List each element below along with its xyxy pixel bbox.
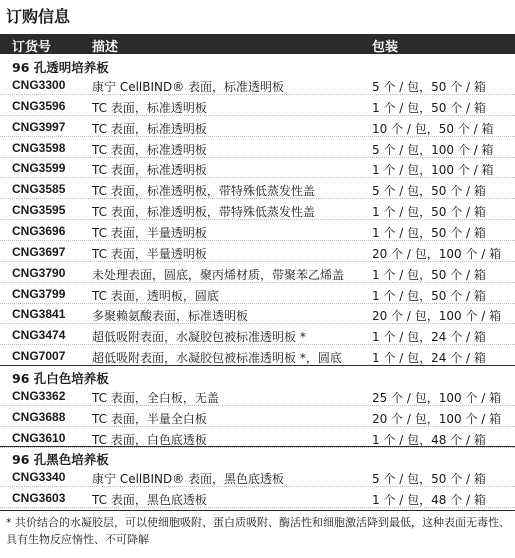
packaging-cell: 5 个 / 包，50 个 / 箱 <box>372 184 486 199</box>
table-row <box>0 303 515 324</box>
description-cell: TC 表面，标准透明板 <box>92 163 207 178</box>
packaging-cell: 1 个 / 包，24 个 / 箱 <box>372 351 486 366</box>
table-row <box>0 95 515 116</box>
table-row <box>0 241 515 262</box>
description-cell: TC 表面，标准透明板，带特殊低蒸发性盖 <box>92 205 315 220</box>
order-number-cell: CNG3585 <box>12 182 66 197</box>
order-number-cell: CNG3790 <box>12 265 66 280</box>
table-row <box>0 324 515 345</box>
packaging-cell: 20 个 / 包，100 个 / 箱 <box>372 309 502 324</box>
table-row <box>0 199 515 220</box>
description-cell: 未处理表面，圆底，聚丙烯材质，带聚苯乙烯盖 <box>92 267 345 282</box>
order-number-cell: CNG3799 <box>12 286 66 301</box>
packaging-cell: 1 个 / 包，50 个 / 箱 <box>372 100 486 115</box>
description-cell: TC 表面，标准透明板 <box>92 142 207 157</box>
table-row <box>0 178 515 199</box>
table-header <box>0 34 515 54</box>
description-cell: TC 表面，黑色底透板 <box>92 493 207 508</box>
order-number-cell: CNG3603 <box>12 491 66 506</box>
order-number-cell: CNG3696 <box>12 223 66 238</box>
packaging-cell: 1 个 / 包，100 个 / 箱 <box>372 163 494 178</box>
table-row <box>0 345 515 366</box>
table-row <box>0 427 515 448</box>
packaging-cell: 5 个 / 包，50 个 / 箱 <box>372 80 486 94</box>
header-order-number: 订货号 <box>12 40 52 55</box>
section-title: 96 孔黑色培养板 <box>12 452 109 468</box>
footnote: * 共价结合的水凝胶层，可以使细胞吸附、蛋白质吸附、酶活性和细胞激活降到最低，这种表面无毒性、具有生物反应惰性、不可降解 <box>6 516 510 547</box>
packaging-cell: 1 个 / 包，50 个 / 箱 <box>372 205 486 220</box>
order-number-cell: CNG3474 <box>12 328 66 343</box>
packaging-cell: 20 个 / 包，100 个 / 箱 <box>372 411 502 426</box>
packaging-cell: 1 个 / 包，50 个 / 箱 <box>372 267 486 282</box>
packaging-cell: 5 个 / 包，100 个 / 箱 <box>372 142 494 157</box>
order-number-cell: CNG3340 <box>12 470 66 485</box>
table-row <box>0 283 515 304</box>
packaging-cell: 1 个 / 包，50 个 / 箱 <box>372 288 486 303</box>
packaging-cell: 1 个 / 包，24 个 / 箱 <box>372 330 486 345</box>
description-cell: 多聚赖氨酸表面，标准透明板 <box>92 309 249 324</box>
description-cell: TC 表面，半量透明板 <box>92 225 207 240</box>
description-cell: 康宁 CellBIND® 表面，标准透明板 <box>92 80 285 94</box>
description-cell: TC 表面，半量透明板 <box>92 246 207 261</box>
packaging-cell: 10 个 / 包，50 个 / 箱 <box>372 121 494 136</box>
table-row <box>0 466 515 487</box>
table-row <box>0 406 515 427</box>
description-cell: TC 表面，全白板，无盖 <box>92 390 219 405</box>
page-title: 订购信息 <box>6 7 71 26</box>
table-row <box>0 157 515 178</box>
order-number-cell: CNG3688 <box>12 409 66 424</box>
footnote-divider <box>0 510 515 511</box>
table-row <box>0 487 515 508</box>
description-cell: TC 表面，透明板，圆底 <box>92 288 219 303</box>
table-row <box>0 262 515 283</box>
packaging-cell: 25 个 / 包，100 个 / 箱 <box>372 390 502 405</box>
description-cell: TC 表面，标准透明板 <box>92 100 207 115</box>
packaging-cell: 5 个 / 包，50 个 / 箱 <box>372 472 486 487</box>
order-number-cell: CNG3599 <box>12 161 66 176</box>
packaging-cell: 1 个 / 包，48 个 / 箱 <box>372 432 486 447</box>
section-heading <box>0 366 515 386</box>
description-cell: 康宁 CellBIND® 表面，黑色底透板 <box>92 472 285 487</box>
table-row <box>0 385 515 406</box>
description-cell: TC 表面，白色底透板 <box>92 432 207 447</box>
description-cell: 超低吸附表面，水凝胶包被标准透明板 * <box>92 330 306 345</box>
order-number-cell: CNG3595 <box>12 203 66 218</box>
section-heading <box>0 55 515 75</box>
packaging-cell: 1 个 / 包，50 个 / 箱 <box>372 225 486 240</box>
section-title: 96 孔白色培养板 <box>12 370 109 386</box>
section-title: 96 孔透明培养板 <box>12 60 109 75</box>
section-heading <box>0 447 515 467</box>
description-cell: TC 表面，标准透明板 <box>92 121 207 136</box>
table-row <box>0 74 515 95</box>
order-number-cell: CNG7007 <box>12 349 66 364</box>
order-number-cell: CNG3841 <box>12 307 66 322</box>
order-number-cell: CNG3610 <box>12 430 66 445</box>
table-row <box>0 220 515 241</box>
packaging-cell: 20 个 / 包，100 个 / 箱 <box>372 246 502 261</box>
order-number-cell: CNG3362 <box>12 388 66 403</box>
header-description: 描述 <box>92 40 119 55</box>
order-number-cell: CNG3596 <box>12 98 66 113</box>
description-cell: TC 表面，半量全白板 <box>92 411 207 426</box>
table-row <box>0 116 515 137</box>
order-number-cell: CNG3598 <box>12 140 66 155</box>
order-number-cell: CNG3997 <box>12 119 66 134</box>
order-number-cell: CNG3697 <box>12 244 66 259</box>
order-number-cell: CNG3300 <box>12 78 66 92</box>
description-cell: 超低吸附表面，水凝胶包被标准透明板 *，圆底 <box>92 351 342 366</box>
table-row <box>0 137 515 158</box>
header-packaging: 包装 <box>372 40 399 55</box>
description-cell: TC 表面，标准透明板，带特殊低蒸发性盖 <box>92 184 315 199</box>
packaging-cell: 1 个 / 包，48 个 / 箱 <box>372 493 486 508</box>
